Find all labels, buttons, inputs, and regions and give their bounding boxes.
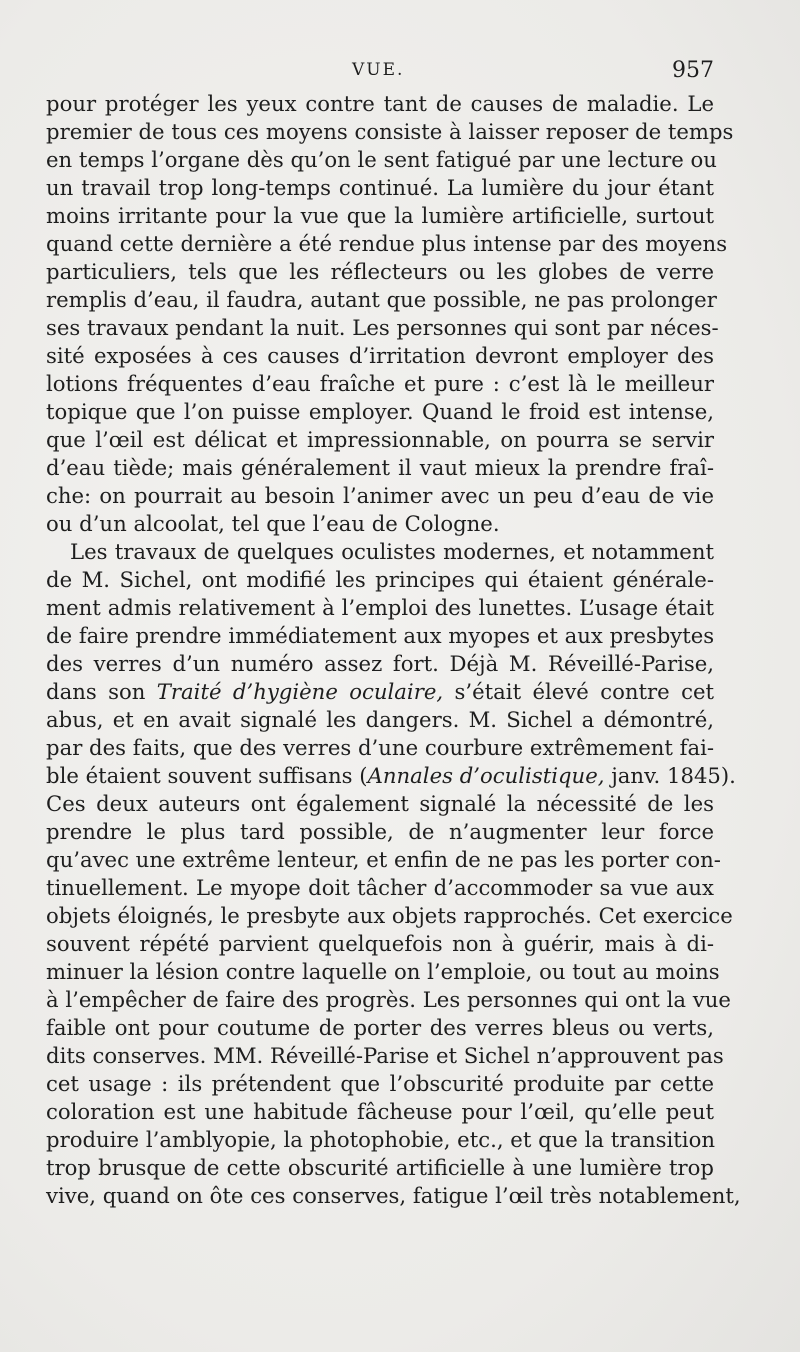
text-line: objets éloignés, le presbyte aux objets rapprochés. Cet exercice (46, 903, 733, 928)
text-line: à l’empêcher de faire des progrès. Les personnes qui ont la vue (46, 987, 731, 1012)
text-line: remplis d’eau, il faudra, autant que possible, ne pas prolonger (46, 287, 717, 312)
text-line: particuliers, tels que les réflecteurs ou les globes de verre (46, 259, 714, 284)
text-line: minuer la lésion contre laquelle on l’emploie, ou tout au moins (46, 959, 720, 984)
text-line: ses travaux pendant la nuit. Les personnes qui sont par néces- (46, 315, 719, 340)
text-line: tinuellement. Le myope doit tâcher d’accommoder sa vue aux (46, 875, 714, 900)
page-number: 957 (672, 58, 714, 83)
text-line: quand cette dernière a été rendue plus intense par des moyens (46, 231, 728, 256)
text-line: lotions fréquentes d’eau fraîche et pure : c’est là le meilleur (46, 371, 714, 396)
text-line: d’eau tiède; mais généralement il vaut mieux la prendre fraî- (46, 455, 714, 480)
text-line: un travail trop long-temps continué. La lumière du jour étant (46, 175, 714, 200)
text-line: en temps l’organe dès qu’on le sent fatigué par une lecture ou (46, 147, 717, 172)
text-line: de M. Sichel, ont modifié les principes qui étaient générale- (46, 567, 714, 592)
text-line: faible ont pour coutume de porter des verres bleus ou verts, (46, 1015, 714, 1040)
text-line: dits conserves. MM. Réveillé-Parise et Sichel n’approuvent pas (46, 1043, 724, 1068)
text-line: premier de tous ces moyens consiste à laisser reposer de temps (46, 119, 734, 144)
text-line: prendre le plus tard possible, de n’augmenter leur force (46, 819, 714, 844)
text-line: ment admis relativement à l’emploi des lunettes. L’usage était (46, 595, 714, 620)
italic-title: Annales d’oculistique, (367, 763, 605, 788)
text-run: dans son (46, 679, 157, 704)
text-run: janv. 1845). (604, 763, 736, 788)
text-line: pour protéger les yeux contre tant de causes de maladie. Le (46, 91, 714, 116)
text-run: s’était élevé contre cet (443, 679, 714, 704)
text-line: souvent répété parvient quelquefois non à guérir, mais à di- (46, 931, 714, 956)
text-line: moins irritante pour la vue que la lumière artificielle, surtout (46, 203, 714, 228)
text-line: qu’avec une extrême lenteur, et enfin de ne pas les porter con- (46, 847, 721, 872)
italic-title: Traité d’hygiène oculaire, (156, 679, 444, 704)
text-line: que l’œil est délicat et impressionnable, on pourra se servir (46, 427, 714, 452)
text-line: Les travaux de quelques oculistes modernes, et notamment (70, 539, 714, 564)
text-line: abus, et en avait signalé les dangers. M. Sichel a démontré, (46, 707, 714, 732)
text-line: Ces deux auteurs ont également signalé la nécessité de les (46, 791, 714, 816)
text-line: vive, quand on ôte ces conserves, fatigue l’œil très notablement, (46, 1183, 741, 1208)
text-line: par des faits, que des verres d’une courbure extrêmement fai- (46, 735, 715, 760)
running-head (0, 60, 800, 86)
text-line: sité exposées à ces causes d’irritation devront employer des (46, 343, 714, 368)
text-line: ou d’un alcoolat, tel que l’eau de Cologne. (46, 511, 500, 536)
text-line (46, 678, 714, 706)
text-line: cet usage : ils prétendent que l’obscurité produite par cette (46, 1071, 714, 1096)
text-line: trop brusque de cette obscurité artificielle à une lumière trop (46, 1155, 714, 1180)
text-line (46, 762, 736, 790)
text-run: ble étaient souvent suffisans ( (46, 763, 368, 788)
text-line: de faire prendre immédiatement aux myopes et aux presbytes (46, 623, 715, 648)
text-line: des verres d’un numéro assez fort. Déjà M. Réveillé-Parise, (46, 651, 714, 676)
text-line: produire l’amblyopie, la photophobie, etc., et que la transition (46, 1127, 715, 1152)
running-title: VUE. (352, 60, 405, 80)
text-line: coloration est une habitude fâcheuse pour l’œil, qu’elle peut (46, 1099, 714, 1124)
text-line: topique que l’on puisse employer. Quand le froid est intense, (46, 399, 714, 424)
text-line: che: on pourrait au besoin l’animer avec un peu d’eau de vie (46, 483, 714, 508)
body-text (46, 90, 741, 1210)
